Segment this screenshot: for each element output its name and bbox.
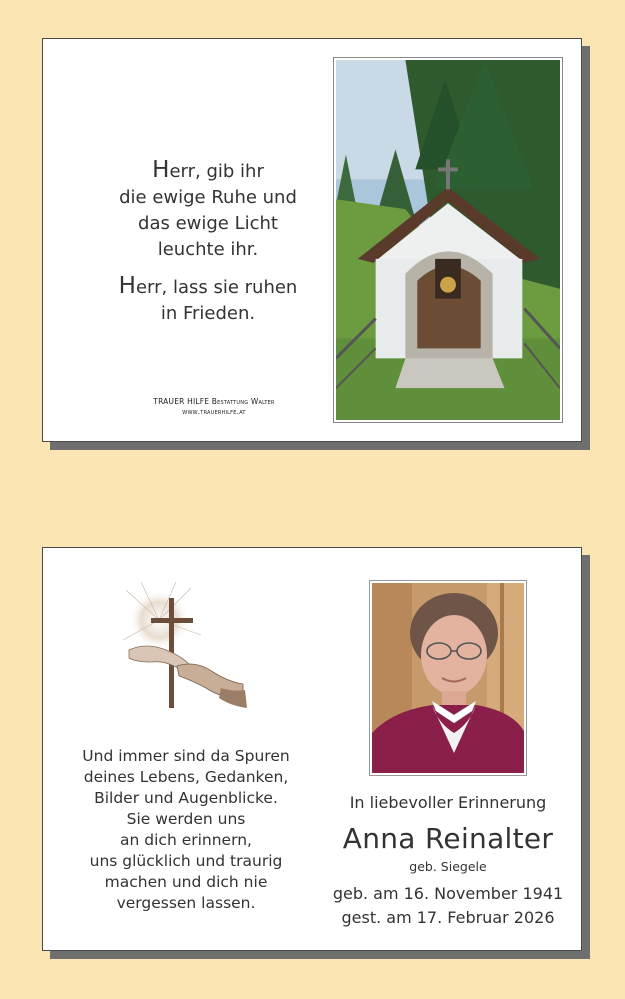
prayer-line: Herr, gib ihr [152,157,264,183]
verse-line: an dich erinnern, [120,831,252,849]
prayer-line: die ewige Ruhe und [119,187,297,208]
portrait-photo [369,580,527,776]
prayer-line: das ewige Licht [138,213,278,234]
maiden-name: geb. Siegele [409,859,487,874]
prayer-line: Herr, lass sie ruhen [118,273,298,299]
cross-hands-icon [121,580,251,730]
memorial-card-front [42,38,582,442]
prayer-line: in Frieden. [160,303,256,324]
portrait-image [372,583,524,773]
deceased-name: Anna Reinalter [342,822,554,855]
memorial-verse [61,746,311,914]
verse-line: Bilder und Augenblicke. [94,789,278,807]
funeral-home-imprint [83,397,345,417]
verse-line: Sie werden uns [126,810,246,828]
memorial-heading: In liebevoller Erinnerung [349,793,547,812]
verse-line: uns glücklich und traurig [89,852,283,870]
verse-line: Und immer sind da Spuren [82,747,290,765]
prayer-line: leuchte ihr. [157,239,259,260]
chapel-photo [333,57,563,423]
cross-and-hands-illustration [121,580,251,730]
birth-date: geb. am 16. November 1941 [332,884,564,903]
death-date: gest. am 17. Februar 2026 [341,908,555,927]
funeral-home-website: www.trauerhilfe.at [182,407,246,416]
verse-line: machen und dich nie [104,873,268,891]
verse-line: deines Lebens, Gedanken, [83,768,289,786]
chapel-image [336,60,560,420]
memorial-card-inside [42,547,582,951]
prayer-text [83,157,333,337]
funeral-home-name: TRAUER HILFE Bestattung Walter [153,397,275,406]
verse-line: vergessen lassen. [116,894,256,912]
